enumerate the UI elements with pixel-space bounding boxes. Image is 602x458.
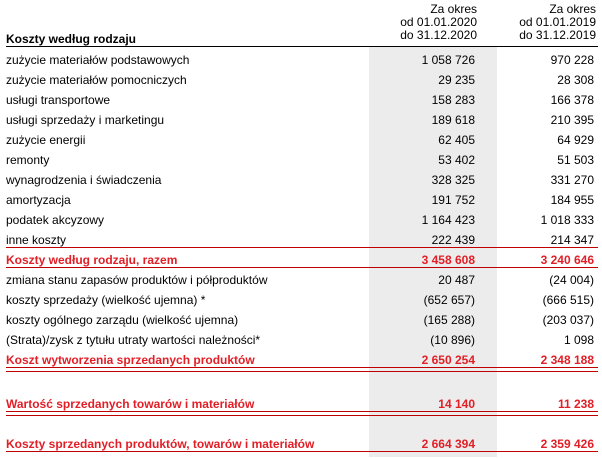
- table-row: [6, 289, 598, 309]
- row-value-2019: 3 240 646: [540, 253, 594, 267]
- column-header-2019-line-2: od 01.01.2019: [519, 15, 596, 29]
- table-row-total: [6, 393, 598, 413]
- column-header-2020-line-1: Za okres: [430, 2, 477, 16]
- table-row: [6, 49, 598, 69]
- column-header-2019: [519, 3, 596, 42]
- row-label: koszty ogólnego zarządu (wielkość ujemna): [6, 313, 239, 327]
- row-value-2019: 1 018 333: [540, 213, 594, 227]
- row-label: amortyzacja: [6, 193, 71, 207]
- row-label: wynagrodzenia i świadczenia: [6, 173, 162, 187]
- row-value-2019: 331 270: [550, 173, 594, 187]
- row-value-2020: 189 618: [431, 113, 475, 127]
- column-header-2020-line-3: do 31.12.2020: [400, 28, 477, 42]
- row-value-2019: 28 308: [557, 73, 594, 87]
- row-value-2019: 184 955: [550, 193, 594, 207]
- row-value-2019: (666 515): [542, 293, 594, 307]
- row-label: zużycie energii: [6, 133, 86, 147]
- row-value-2020: (10 896): [430, 333, 475, 347]
- column-header-2019-line-1: Za okres: [549, 2, 596, 16]
- row-value-2019: 970 228: [550, 53, 594, 67]
- total-rule-line: [6, 247, 598, 248]
- row-value-2019: 2 359 426: [540, 437, 594, 451]
- table-row: [6, 229, 598, 249]
- row-value-2020: 158 283: [431, 93, 475, 107]
- total-rule-line: [6, 371, 598, 372]
- row-value-2019: (203 037): [542, 313, 594, 327]
- table-row-total: [6, 249, 598, 269]
- table-row: [6, 309, 598, 329]
- row-value-2020: 62 405: [438, 133, 475, 147]
- table-title: Koszty według rodzaju: [6, 32, 137, 46]
- column-header-2020-line-2: od 01.01.2020: [400, 15, 477, 29]
- table-row: [6, 109, 598, 129]
- row-label: zużycie materiałów podstawowych: [6, 53, 190, 67]
- row-value-2019: 1 098: [563, 333, 594, 347]
- header-divider: [6, 46, 598, 47]
- row-label: koszty sprzedaży (wielkość ujemna) *: [6, 293, 206, 307]
- total-rule-line: [6, 367, 598, 368]
- table-row: [6, 129, 598, 149]
- column-header-2019-line-3: do 31.12.2019: [519, 28, 596, 42]
- row-value-2020: 14 140: [438, 397, 475, 411]
- row-label: Koszty według rodzaju, razem: [6, 253, 178, 267]
- table-row-total: [6, 349, 598, 369]
- row-value-2020: 2 664 394: [421, 437, 475, 451]
- row-value-2019: 11 238: [557, 397, 594, 411]
- row-label: remonty: [6, 153, 50, 167]
- row-value-2019: (24 004): [549, 273, 594, 287]
- row-label: usługi sprzedaży i marketingu: [6, 113, 165, 127]
- table-row: [6, 189, 598, 209]
- row-value-2020: 328 325: [431, 173, 475, 187]
- row-label: Wartość sprzedanych towarów i materiałów: [6, 397, 255, 411]
- row-value-2020: (652 657): [423, 293, 475, 307]
- row-label: zmiana stanu zapasów produktów i półproduktów: [6, 273, 268, 287]
- row-value-2019: 2 348 188: [540, 353, 594, 367]
- row-label: podatek akcyzowy: [6, 213, 105, 227]
- table-row: [6, 149, 598, 169]
- total-rule-line: [6, 411, 598, 412]
- row-label: Koszt wytworzenia sprzedanych produktów: [6, 353, 255, 367]
- row-label: Koszty sprzedanych produktów, towarów i materiałów: [6, 437, 315, 451]
- total-rule-line: [6, 451, 598, 452]
- row-label: usługi transportowe: [6, 93, 111, 107]
- row-value-2020: 29 235: [438, 73, 475, 87]
- row-value-2020: 53 402: [438, 153, 475, 167]
- column-header-2020: [400, 3, 477, 42]
- row-value-2020: (165 288): [423, 313, 475, 327]
- table-row: [6, 329, 598, 349]
- row-value-2019: 214 347: [550, 233, 594, 247]
- row-value-2019: 51 503: [557, 153, 594, 167]
- table-row: [6, 69, 598, 89]
- row-value-2020: 3 458 608: [421, 253, 475, 267]
- row-value-2019: 64 929: [557, 133, 594, 147]
- table-row: [6, 209, 598, 229]
- row-value-2019: 210 395: [550, 113, 594, 127]
- row-value-2020: 222 439: [431, 233, 475, 247]
- row-value-2020: 1 058 726: [421, 53, 475, 67]
- row-label: inne koszty: [6, 233, 67, 247]
- total-rule-line: [6, 267, 598, 268]
- row-label: (Strata)/zysk z tytułu utraty wartości należności*: [6, 333, 261, 347]
- row-value-2019: 166 378: [550, 93, 594, 107]
- row-value-2020: 2 650 254: [421, 353, 475, 367]
- table-row: [6, 269, 598, 289]
- row-value-2020: 191 752: [431, 193, 475, 207]
- row-label: zużycie materiałów pomocniczych: [6, 73, 187, 87]
- row-value-2020: 1 164 423: [421, 213, 475, 227]
- table-row: [6, 169, 598, 189]
- row-value-2020: 20 487: [438, 273, 475, 287]
- table-row: [6, 89, 598, 109]
- total-rule-line: [6, 415, 598, 416]
- table-row-total: [6, 433, 598, 453]
